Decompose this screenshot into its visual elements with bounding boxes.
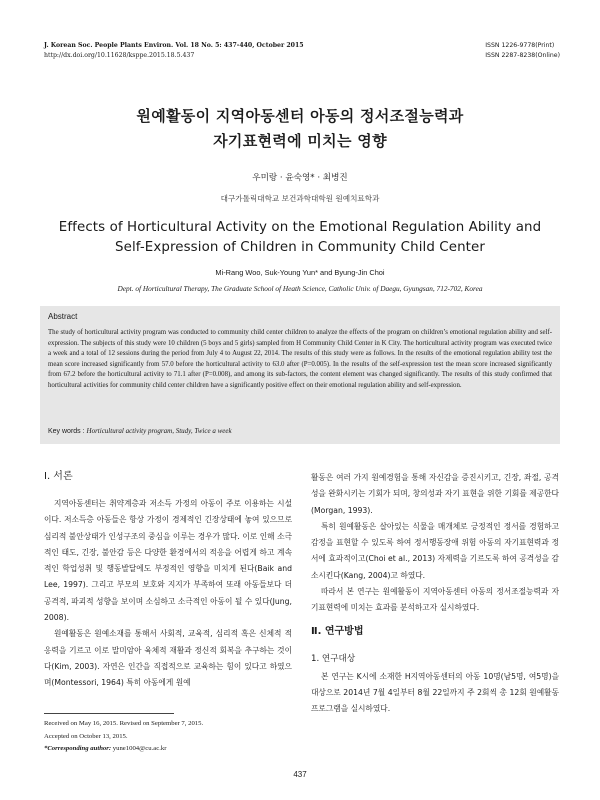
intro-paragraph-3: 특히 원예활동은 살아있는 식물을 매개체로 긍정적인 정서를 경험하고 감정을 표현할 수 있도록 하여 정서행동장애 위험 아동의 자기표현력과 정서에 효과적이고(Choi et al., 2013) 자제력을 기르도록 하여 공격성을 감소시킨다(Kang, 2004)고 하였다. — [311, 521, 559, 580]
korean-affiliation: 대구가톨릭대학교 보건과학대학원 원예치료학과 — [220, 194, 380, 203]
issn-print: ISSN 1226-9778(Print) — [485, 42, 555, 49]
journal-citation: J. Korean Soc. People Plants Environ. Vol. 18 No. 5: 437-440, October 2015 — [44, 42, 304, 49]
issn-online: ISSN 2287-8238(Online) — [485, 52, 560, 59]
korean-title-line-2: 자기표현력에 미치는 영향 — [213, 132, 387, 150]
korean-title-line-1: 원예활동이 지역아동센터 아동의 정서조절능력과 — [136, 107, 464, 125]
intro-paragraph-4: 따라서 본 연구는 원예활동이 지역아동센터 아동의 정서조절능력과 자기표현력에 미치는 효과를 분석하고자 실시하였다. — [311, 587, 559, 613]
keywords-value: Horticultural activity program, Study, Twice a week — [86, 427, 232, 435]
journal-header — [44, 41, 304, 61]
korean-authors: 우미랑 · 윤숙영* · 최병진 — [252, 173, 348, 183]
abstract-box — [40, 306, 560, 444]
issn-block — [485, 41, 560, 61]
footnote-rule — [44, 713, 174, 714]
section-methods-heading: Ⅱ. 연구방법 — [311, 625, 364, 637]
doi-link[interactable]: http://dx.doi.org/10.11628/ksppe.2015.18.5.437 — [44, 52, 195, 59]
abstract-text: The study of horticultural activity program was conducted to community child center children to analyze the effects of the program on children’s emotional regulation ability and self-expression. The subjects of this study were 10 children (5 boys and 5 girls) sampled from H Community Child Center in K City. The horticultural activity program was executed twice a week and a total of 12 sessions during the period from July 4 to August 22, 2014. The results of this study were as follows. In the results of the emotional regulation ability test the mean score increased significantly from 57.0 before the horticultural activity to 63.0 after (P=0.005). In the results of the self-expression test the mean score increased significantly from 67.2 before the horticultural activity to 71.1 after (P=0.008), and among its sub-factors, the content element was changed significantly. The results of this study confirmed that horticultural activities for community child center children have a significantly positive effect on their emotional regulation ability and self-expression. — [48, 329, 552, 389]
keywords-label: Key words : — [48, 428, 85, 435]
keywords — [48, 427, 552, 435]
intro-paragraph-2-cont: 활동은 여러 가지 원예경험을 통해 자신감을 증진시키고, 긴장, 좌절, 공격성을 완화시키는 기회가 되며, 창의성과 자기 표현을 위한 기회를 제공한다(Morgan, 1993). — [311, 473, 559, 515]
left-column — [44, 470, 292, 692]
english-title — [0, 218, 600, 258]
section-introduction-heading: Ⅰ. 서론 — [44, 471, 73, 482]
page-number: 437 — [293, 770, 307, 779]
intro-paragraph-1: 지역아동센터는 취약계층과 저소득 가정의 아동이 주로 이용하는 시설이다. 저소득층 아동들은 항상 가정이 경제적인 긴장상태에 놓여 있으므로 심리적 불안상태가 인성구조의 중심을 이루는 경우가 많다. 이로 인해 소극적인 태도, 긴장, 불안감 등은 다양한 환경에서의 적응을 어렵게 하고 계속적인 학업성취 및 행동발달에도 부정적인 영향을 미치게 된다(Baik and Lee, 1997). 그리고 부모의 보호와 지지가 부족하여 또래 아동들보다 더 공격적, 파괴적 성향을 보이며 소심하고 소극적인 아동이 될 수 있다(Jung, 2008). — [44, 499, 292, 623]
corresponding-author-label: *Corresponding author: — [44, 745, 112, 753]
corresponding-author-email[interactable]: yune1004@cu.ac.kr — [112, 745, 167, 753]
methods-paragraph-1: 본 연구는 K시에 소재한 H지역아동센터의 아동 10명(남5명, 여5명)을 대상으로 2014년 7월 4일부터 8월 22일까지 주 2회씩 총 12회 원예활동 프로그램을 실시하였다. — [311, 671, 559, 714]
intro-paragraph-2: 원예활동은 원예소재를 통해서 사회적, 교육적, 심리적 혹은 신체적 적응력을 기르고 이로 말미암아 육체적 재활과 정신적 회복을 추구하는 것이다(Kim, 2003). 자연은 인간을 직접적으로 교육하는 힘이 있다고 하였으며(Montessori, 1964) 특히 아동에게 원예 — [44, 629, 292, 688]
korean-title — [0, 104, 600, 154]
english-title-line-2: Self-Expression of Children in Community Child Center — [115, 240, 485, 255]
accepted-date: Accepted on October 13, 2015. — [44, 732, 128, 740]
right-column — [311, 470, 559, 718]
english-authors: Mi-Rang Woo, Suk-Young Yun* and Byung-Jin Choi — [215, 268, 385, 277]
abstract-label: Abstract — [48, 312, 78, 321]
corresponding-author — [44, 743, 203, 756]
subsection-subjects-heading: 1. 연구대상 — [311, 653, 356, 664]
english-affiliation: Dept. of Horticultural Therapy, The Graduate School of Heath Science, Catholic Univ. of Daegu, Gyungsan, 712-702, Korea — [117, 284, 483, 293]
received-date: Received on May 16, 2015. Revised on September 7, 2015. — [44, 720, 204, 727]
english-title-line-1: Effects of Horticultural Activity on the Emotional Regulation Ability and — [58, 220, 542, 235]
footnote — [44, 718, 203, 756]
